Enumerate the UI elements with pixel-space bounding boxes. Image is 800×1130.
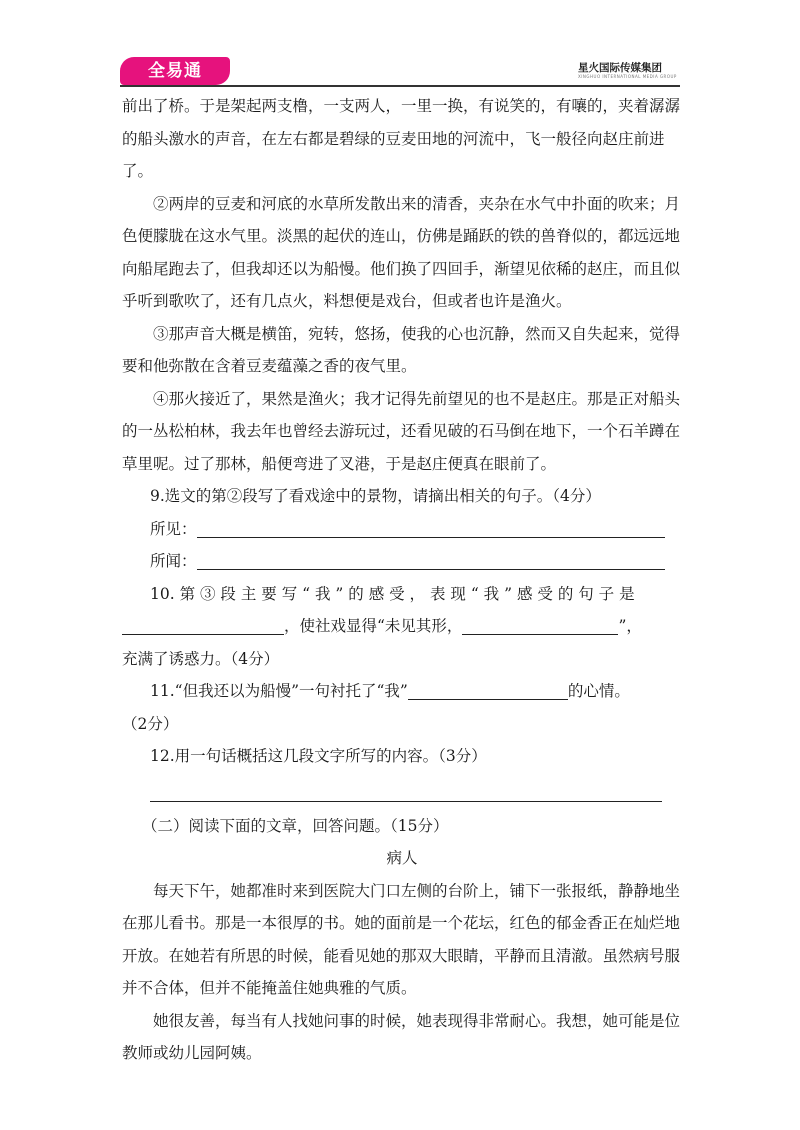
question-10-blanks-row (122, 610, 682, 643)
article-paragraph-2: 她很友善，每当有人找她问事的时候，她表现得非常耐心。我想，她可能是位教师或幼儿园阿姨。 (122, 1011, 681, 1062)
q12-answer-line[interactable] (150, 773, 662, 802)
passage-paragraph-0: 前出了桥。于是架起两支橹，一支两人，一里一换，有说笑的，有嚷的，夹着潺潺的船头激水的声音，在左右都是碧绿的豆麦田地的河流中，飞一般径向赵庄前进了。 (122, 97, 681, 180)
passage-paragraph-2: ②两岸的豆麦和河底的水草所发散出来的清香，夹杂在水气中扑面的吹来；月色便朦胧在这水气里。淡黑的起伏的连山，仿佛是踊跃的铁的兽脊似的，都远远地向船尾跑去了，但我却还以为船慢。他们换了四回手，渐望见依稀的赵庄，而且似乎听到歌吹了，还有几点火，料想便是戏台，但或者也许是渔火。 (122, 194, 681, 310)
question-9: 9.选文的第②段写了看戏途中的景物，请摘出相关的句子。（4分） (150, 487, 601, 505)
q10-end-text: ”， (618, 617, 642, 635)
question-12: 12.用一句话概括这几段文字所写的内容。（3分） (150, 747, 487, 765)
question-11 (150, 675, 682, 708)
heard-answer-line[interactable] (197, 551, 665, 570)
brand-subtitle: XINGHUO INTERNATIONAL MEDIA GROUP (578, 74, 677, 79)
q10-answer-line-1[interactable] (122, 616, 284, 635)
article-title: 病人 (386, 849, 418, 867)
question-9-heard-row (150, 545, 682, 578)
q10-middle-text: ，使社戏显得“未见其形， (284, 617, 463, 635)
passage-paragraph-4: ④那火接近了，果然是渔火；我才记得先前望见的也不是赵庄。那是正对船头的一丛松柏林，我去年也曾经去游玩过，还看见破的石马倒在地下，一个石羊蹲在草里呢。过了那林，船便弯进了叉港，于是赵庄便真在眼前了。 (122, 389, 681, 473)
q11-answer-line[interactable] (408, 681, 568, 700)
q10-answer-line-2[interactable] (462, 616, 618, 635)
seen-label: 所见： (150, 519, 197, 538)
page-header (0, 0, 800, 90)
page-content (122, 90, 682, 1070)
question-9-seen-row (150, 513, 682, 546)
brand-name: 星火国际传媒集团 (578, 62, 662, 74)
article-paragraph-1: 每天下午，她都准时来到医院大门口左侧的台阶上，铺下一张报纸，静静地坐在那儿看书。那是一本很厚的书。她的面前是一个花坛，红色的郁金香正在灿烂地开放。在她若有所思的时候，能看见她的那双大眼睛，平静而且清澈。虽然病号服并不合体，但并不能掩盖住她典雅的气质。 (122, 881, 681, 997)
q11-text: 11.“但我还以为船慢”一句衬托了“我” (150, 682, 408, 700)
seen-answer-line[interactable] (197, 519, 665, 538)
q11-end-text: 的心情。 (567, 682, 630, 700)
header-rule (120, 85, 680, 87)
heard-label: 所闻： (150, 552, 197, 570)
question-11-score: （2分） (122, 714, 179, 733)
question-10: 10. 第 ③ 段 主 要 写 “ 我 ” 的 感 受 ， 表 现 “ 我 ” 感 受 的 句 子 是 (150, 584, 635, 603)
passage-paragraph-3: ③那声音大概是横笛，宛转，悠扬，使我的心也沉静，然而又自失起来，觉得要和他弥散在含着豆麦蕴藻之香的夜气里。 (122, 324, 681, 375)
question-10-tail: 充满了诱惑力。（4分） (122, 649, 280, 668)
section-2-heading: （二）阅读下面的文章，回答问题。（15分） (142, 816, 449, 835)
publisher-logo: 全易通 (120, 57, 230, 85)
